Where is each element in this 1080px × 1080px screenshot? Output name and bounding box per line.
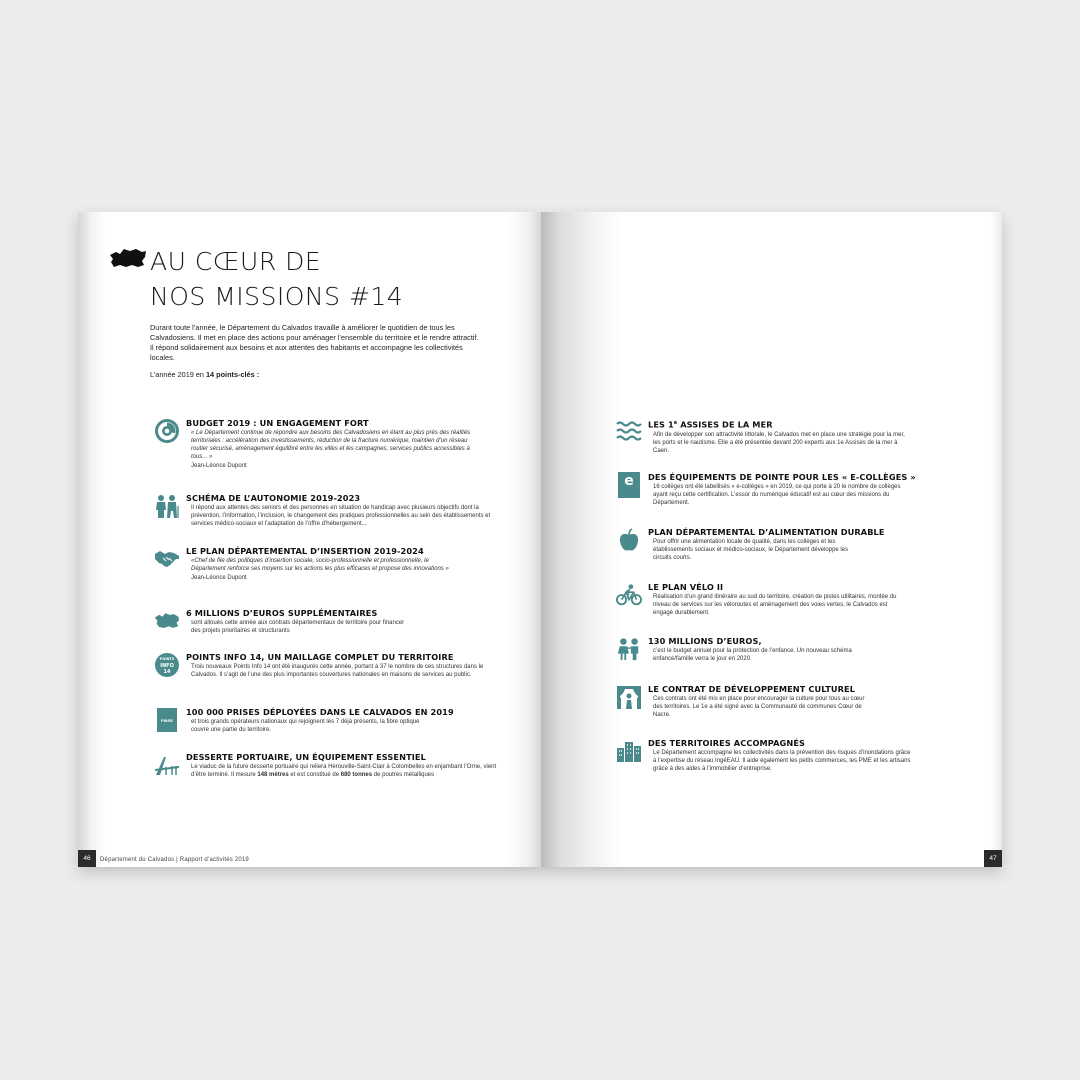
waves-icon [616, 418, 642, 444]
item-title: DES ÉQUIPEMENTS DE POINTE POUR LES « E-COLLÈGES » [648, 472, 916, 482]
title-line-2: NOS MISSIONS #14 [150, 282, 404, 311]
item-text: Trois nouveaux Points Info 14 ont été inaugurés cette année, portant à 37 le nombre de ces structures dans le Calvados. Il s’agit de l’une des plus importantes couvertures nationales en maisons de services au public. [191, 664, 484, 679]
page-number-left: 46 [78, 850, 96, 867]
footer-text: Département du Calvados | Rapport d’activités 2019 [100, 857, 249, 863]
item-title: SCHÉMA DE L’AUTONOMIE 2019-2023 [186, 493, 361, 503]
apple-icon [616, 527, 642, 553]
bicycle-icon [616, 582, 642, 608]
right-page [541, 212, 1002, 867]
page-number-right: 47 [984, 850, 1002, 867]
item-text: Il répond aux attentes des seniors et des personnes en situation de handicap avec plusieurs objectifs dont la prévention, l’information, l’inclusion, le changement des pratiques professionnelles au sein des établissements et services médico-sociaux et l’adaptation de l’offre d’hébergement... [191, 505, 491, 528]
item-title: POINTS INFO 14, UN MAILLAGE COMPLET DU TERRITOIRE [186, 652, 454, 662]
item-title: 130 MILLIONS D’EUROS, [648, 636, 762, 646]
points-info-icon: POINTS INFO 14 [154, 652, 180, 678]
item-title: 6 MILLIONS D’EUROS SUPPLÉMENTAIRES [186, 608, 378, 618]
theater-icon [616, 684, 642, 710]
pie-chart-icon [154, 418, 180, 444]
left-page [78, 212, 541, 867]
children-icon [616, 636, 642, 662]
item-text: Réalisation d’un grand itinéraire au sud du territoire, création de pistes utilitaires, montée du niveau de services sur les véloroutes et aménagement des voies vertes, le Calvados est engagé durablement. [653, 594, 897, 617]
item-text: et trois grands opérateurs nationaux qui rejoignent les 7 déjà présents, la fibre optique couvre une partie du territoire. [191, 719, 420, 734]
title-line-1: AU CŒUR DE [150, 247, 322, 276]
item-text: Pour offrir une alimentation locale de qualité, dans les collèges et les établissements sociaux et médico-sociaux, le Département développe les circuits courts. [653, 539, 849, 562]
item-author: Jean-Léonce Dupont [191, 463, 247, 470]
item-text: Le Département accompagne les collectivités dans la prévention des risques d’inondations grâce à l’expertise du réseau IngéEAU. Il aide également les petits commerces, les PME et les artisans grâce à des aides à l’immobilier d’entreprise. [653, 750, 911, 773]
fibre-icon: FIBRE [154, 707, 180, 733]
item-text: «Chef de file des politiques d’insertion sociale, socio-professionnelle et professionnelle, le Département renforce ses moyens sur les actions les plus efficaces et propose des innovations » [191, 558, 449, 573]
bridge-icon [154, 752, 180, 778]
item-text: Afin de développer son attractivité littorale, le Calvados met en place une stratégie pour la mer, les ports et le nautisme. Elle a été présentée devant 200 experts aux 1e Assises de la mer à Caen. [653, 431, 905, 454]
booklet-spread [78, 212, 1002, 867]
item-title: LE PLAN VÉLO II [648, 582, 724, 592]
seniors-icon [154, 493, 180, 519]
page-title [150, 244, 403, 314]
item-text: Ces contrats ont été mis en place pour encourager la culture pour tous au cœur des territoires. Le 1e a été signé avec la Communauté de communes Cœur de Nacre. [653, 696, 865, 719]
item-title: LE CONTRAT DE DÉVELOPPEMENT CULTUREL [648, 684, 856, 694]
item-title: PLAN DÉPARTEMENTAL D’ALIMENTATION DURABLE [648, 527, 885, 537]
item-title: DESSERTE PORTUAIRE, UN ÉQUIPEMENT ESSENTIEL [186, 752, 426, 762]
item-title: DES TERRITOIRES ACCOMPAGNÉS [648, 738, 806, 748]
item-title: 100 000 PRISES DÉPLOYÉES DANS LE CALVADOS EN 2019 [186, 707, 454, 717]
item-text: 16 collèges ont été labellisés « e-collèges » en 2019, ce qui porte à 20 le nombre de collèges ayant reçu cette certification. L’essor du numérique éducatif est au cœur des missions du Département. [653, 484, 901, 507]
item-text: Le viaduc de la future desserte portuaire qui reliera Hérouville-Saint-Clair à Colombelles en enjambant l’Orne, vient d’être terminé. Il mesure 148 mètres et est constitué de 680 tonnes de poutres métalliques [191, 764, 497, 779]
item-author: Jean-Léonce Dupont [191, 575, 247, 582]
item-text: sont alloués cette année aux contrats départementaux de territoire pour financer des projets prioritaires et structurants [191, 620, 405, 635]
item-title: BUDGET 2019 : UN ENGAGEMENT FORT [186, 418, 369, 428]
calvados-logo-icon [108, 246, 148, 270]
calvados-map-icon [154, 608, 180, 634]
buildings-icon [616, 738, 642, 764]
intro-key-points: L’année 2019 en 14 points-clés : [150, 370, 260, 379]
item-text: c’est le budget annuel pour la protection de l’enfance. Un nouveau schéma enfance/famille verra le jour en 2020. [653, 648, 852, 663]
item-title: LES 1e ASSISES DE LA MER [648, 419, 773, 430]
handshake-icon [154, 546, 180, 572]
item-text: « Le Département continue de répondre aux besoins des Calvadosiens en étant au plus près des réalités territoriales : accélération des investissements, réduction de la fracture numérique, maintien d’un réseau routier sécurisé, aménagement équilibré entre les villes et les campagnes, services publics accessibles à tous... » [191, 430, 471, 461]
item-title: LE PLAN DÉPARTEMENTAL D’INSERTION 2019-2024 [186, 546, 424, 556]
intro-paragraph: Durant toute l’année, le Département du Calvados travaille à améliorer le quotidien de tous les Calvadosiens. Il met en place des actions pour aménager l’ensemble du territoire et le rendre attractif. Il répond solidairement aux besoins et aux attentes des habitants et accompagne les collectivités locales. [150, 323, 479, 362]
e-colleges-icon: e [616, 472, 642, 498]
